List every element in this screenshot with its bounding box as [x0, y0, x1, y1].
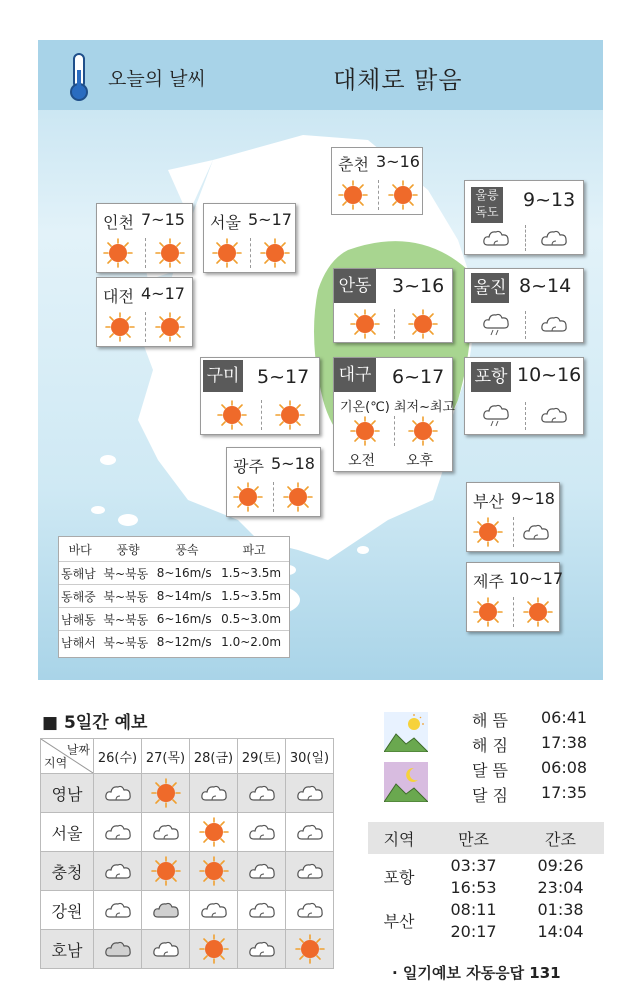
cloud-icon: [103, 895, 133, 925]
cloud-icon: [295, 856, 325, 886]
forecast-cell: [142, 852, 190, 891]
sea-cell: 1.5~3.5m: [219, 562, 289, 585]
city-tag: 울릉독도: [471, 187, 503, 223]
forecast-cell: [238, 852, 286, 891]
forecast-cell: [238, 930, 286, 969]
city-tag: 울진: [471, 273, 509, 303]
city-card-gwangju: [226, 447, 321, 517]
forecast-cell: [286, 852, 334, 891]
city-name: 제주: [473, 572, 504, 591]
tide-header: 간조: [517, 822, 604, 854]
forecast-region: 서울: [41, 813, 94, 852]
cloud-icon: [539, 223, 569, 253]
forecast-cell: [286, 813, 334, 852]
cloud-icon: [199, 895, 229, 925]
city-card-uljin: [464, 268, 584, 343]
cloud-icon: [247, 934, 277, 964]
tide-low: 09:26: [537, 855, 584, 875]
forecast-table: [40, 738, 334, 969]
sun-icon: [295, 934, 325, 964]
city-temp: 10~17: [509, 569, 564, 588]
sunrise-label: 해 뜸: [472, 711, 508, 730]
sun-icon: [103, 238, 133, 268]
city-tag: 대구: [334, 358, 376, 392]
sunset-label: 해 짐: [472, 736, 508, 755]
forecast-day: 27(목): [142, 739, 190, 774]
forecast-day: 26(수): [94, 739, 142, 774]
page-title: 오늘의 날씨: [108, 68, 206, 90]
forecast-cell: [142, 930, 190, 969]
moonrise-time: 06:08: [541, 758, 588, 777]
city-card-ulleung: [464, 180, 584, 255]
city-card-chuncheon: [331, 147, 423, 215]
city-temp: 9~18: [511, 489, 555, 508]
sun-icon: [473, 517, 503, 547]
phone-forecast-note: · 일기예보 자동응답 131: [392, 964, 561, 982]
sea-cell: 8~14m/s: [155, 585, 219, 608]
tide-region: 부산: [383, 911, 415, 931]
sea-cell: 8~12m/s: [155, 631, 219, 654]
forecast-row: [41, 891, 334, 930]
weather-summary: 대체로 맑음: [333, 66, 463, 94]
sea-cell: 북~북동: [101, 608, 154, 631]
forecast-cell: [286, 891, 334, 930]
tide-region: 포항: [383, 867, 415, 887]
sea-cell: 6~16m/s: [155, 608, 219, 631]
forecast-cell: [238, 774, 286, 813]
sun-icon: [350, 309, 380, 339]
city-card-gumi: [200, 357, 320, 435]
sun-icon: [283, 482, 313, 512]
cloud-icon: [295, 895, 325, 925]
forecast-cell: [94, 852, 142, 891]
forecast-cell: [142, 774, 190, 813]
sun-icon: [233, 482, 263, 512]
sea-cell: 북~북동: [101, 562, 154, 585]
cloud-rain-icon: [481, 400, 511, 430]
sun-icon: [473, 597, 503, 627]
city-temp: 3~16: [376, 152, 420, 171]
cloud-icon: [103, 817, 133, 847]
sea-header: 파고: [242, 542, 266, 557]
cloud-gray-icon: [103, 934, 133, 964]
tide-high: 03:37: [450, 855, 497, 875]
pm-label: 오후: [406, 453, 434, 469]
sea-cell: 북~북동: [101, 631, 154, 654]
sun-icon: [155, 238, 185, 268]
city-tag: 안동: [334, 269, 376, 303]
forecast-region: 호남: [41, 930, 94, 969]
tide-header: 지역: [368, 822, 430, 854]
forecast-cell: [190, 774, 238, 813]
sea-cell: 동해남: [59, 562, 101, 585]
sun-icon: [105, 312, 135, 342]
city-temp: 6~17: [392, 366, 445, 388]
sun-icon: [260, 238, 290, 268]
sun-icon: [523, 597, 553, 627]
cloud-icon: [247, 778, 277, 808]
sunrise-time: 06:41: [541, 708, 588, 727]
city-name: 춘천: [338, 155, 369, 174]
sun-icon: [151, 856, 181, 886]
forecast-row: [41, 813, 334, 852]
tide-high: 16:53: [450, 877, 497, 897]
cloud-rain-icon: [481, 309, 511, 339]
city-temp: 10~16: [517, 364, 582, 386]
city-temp: 4~17: [141, 284, 185, 303]
tide-low: 01:38: [537, 899, 584, 919]
tide-table: [368, 822, 604, 942]
forecast-day: 28(금): [190, 739, 238, 774]
cloud-icon: [103, 778, 133, 808]
cloud-icon: [151, 934, 181, 964]
city-card-pohang: [464, 357, 584, 435]
forecast-row: [41, 774, 334, 813]
forecast-day: 29(토): [238, 739, 286, 774]
sun-icon: [408, 309, 438, 339]
forecast-cell: [94, 891, 142, 930]
forecast-cell: [190, 891, 238, 930]
sun-icon: [217, 400, 247, 430]
sun-icon: [338, 180, 368, 210]
moonrise-label: 달 뜸: [472, 761, 508, 780]
sun-icon: [275, 400, 305, 430]
cloud-gray-icon: [151, 895, 181, 925]
forecast-cell: [286, 930, 334, 969]
forecast-day: 30(일): [286, 739, 334, 774]
corner-top-label: 날짜: [66, 743, 90, 757]
city-temp: 5~18: [271, 454, 315, 473]
city-temp: 7~15: [141, 210, 185, 229]
sea-row: [59, 608, 289, 631]
sun-icon: [155, 312, 185, 342]
cloud-icon: [539, 309, 569, 339]
city-name: 광주: [233, 457, 264, 476]
am-label: 오전: [348, 453, 376, 469]
city-temp: 3~16: [392, 275, 445, 297]
sea-header: 바다: [68, 542, 92, 557]
temp-legend: 기온(℃) 최저~최고: [340, 400, 456, 415]
forecast-cell: [238, 891, 286, 930]
sun-icon: [199, 934, 229, 964]
city-tag: 구미: [203, 360, 243, 392]
tide-header: 만조: [430, 822, 517, 854]
forecast-row: [41, 930, 334, 969]
sun-icon: [199, 856, 229, 886]
forecast-cell: [142, 813, 190, 852]
cloud-icon: [199, 778, 229, 808]
weather-map-panel: [38, 40, 603, 680]
city-name: 인천: [103, 213, 134, 232]
forecast-cell: [94, 813, 142, 852]
cloud-icon: [481, 223, 511, 253]
tide-low: 23:04: [537, 877, 584, 897]
cloud-icon: [539, 400, 569, 430]
sun-icon: [212, 238, 242, 268]
city-card-seoul: [203, 203, 296, 273]
sun-icon: [408, 416, 438, 446]
forecast-corner: [41, 739, 94, 774]
cloud-icon: [247, 817, 277, 847]
city-card-busan: [466, 482, 560, 552]
moonrise-icon: [384, 762, 428, 802]
tide-low: 14:04: [537, 921, 584, 941]
sun-icon: [350, 416, 380, 446]
cloud-icon: [103, 856, 133, 886]
forecast-cell: [238, 813, 286, 852]
city-temp: 9~13: [523, 189, 576, 211]
city-name: 대전: [103, 287, 134, 306]
cloud-icon: [151, 817, 181, 847]
forecast-cell: [142, 891, 190, 930]
cloud-icon: [295, 778, 325, 808]
sea-cell: 0.5~3.0m: [219, 608, 289, 631]
forecast-cell: [94, 930, 142, 969]
sea-header: 풍향: [116, 542, 140, 557]
tide-high: 20:17: [450, 921, 497, 941]
sea-row: [59, 631, 289, 654]
sea-cell: 1.5~3.5m: [219, 585, 289, 608]
moonset-label: 달 짐: [472, 786, 508, 805]
forecast-title: ■ 5일간 예보: [42, 713, 148, 733]
tide-row: [368, 854, 604, 876]
sea-cell: 1.0~2.0m: [219, 631, 289, 654]
cloud-icon: [247, 895, 277, 925]
forecast-cell: [94, 774, 142, 813]
corner-bottom-label: 지역: [44, 756, 68, 770]
city-card-jeju: [466, 562, 564, 632]
forecast-cell: [190, 813, 238, 852]
forecast-region: 강원: [41, 891, 94, 930]
sea-conditions-table: [58, 536, 290, 658]
sunrise-icon: [384, 712, 428, 752]
sea-row: [59, 562, 289, 585]
city-card-incheon: [96, 203, 193, 273]
sun-icon: [388, 180, 418, 210]
sun-icon: [151, 778, 181, 808]
sea-cell: 남해서: [59, 631, 101, 654]
sea-cell: 8~16m/s: [155, 562, 219, 585]
forecast-cell: [190, 930, 238, 969]
city-card-daegu: [333, 357, 456, 472]
city-name: 서울: [210, 213, 241, 232]
city-temp: 8~14: [519, 275, 572, 297]
tide-high: 08:11: [450, 899, 497, 919]
city-temp: 5~17: [248, 210, 292, 229]
cloud-icon: [295, 817, 325, 847]
sea-header: 풍속: [175, 542, 199, 557]
city-name: 부산: [473, 492, 504, 511]
tide-row: [368, 898, 604, 920]
city-tag: 포항: [471, 362, 511, 392]
forecast-region: 영남: [41, 774, 94, 813]
cloud-icon: [247, 856, 277, 886]
moonset-time: 17:35: [541, 783, 588, 802]
sun-icon: [199, 817, 229, 847]
forecast-cell: [286, 774, 334, 813]
sea-cell: 북~북동: [101, 585, 154, 608]
city-temp: 5~17: [257, 366, 310, 388]
forecast-cell: [190, 852, 238, 891]
forecast-region: 충청: [41, 852, 94, 891]
sea-cell: 동해중: [59, 585, 101, 608]
sea-cell: 남해동: [59, 608, 101, 631]
sunset-time: 17:38: [541, 733, 588, 752]
sea-row: [59, 585, 289, 608]
forecast-row: [41, 852, 334, 891]
city-card-daejeon: [96, 277, 193, 347]
city-card-andong: [333, 268, 453, 343]
cloud-icon: [521, 517, 551, 547]
